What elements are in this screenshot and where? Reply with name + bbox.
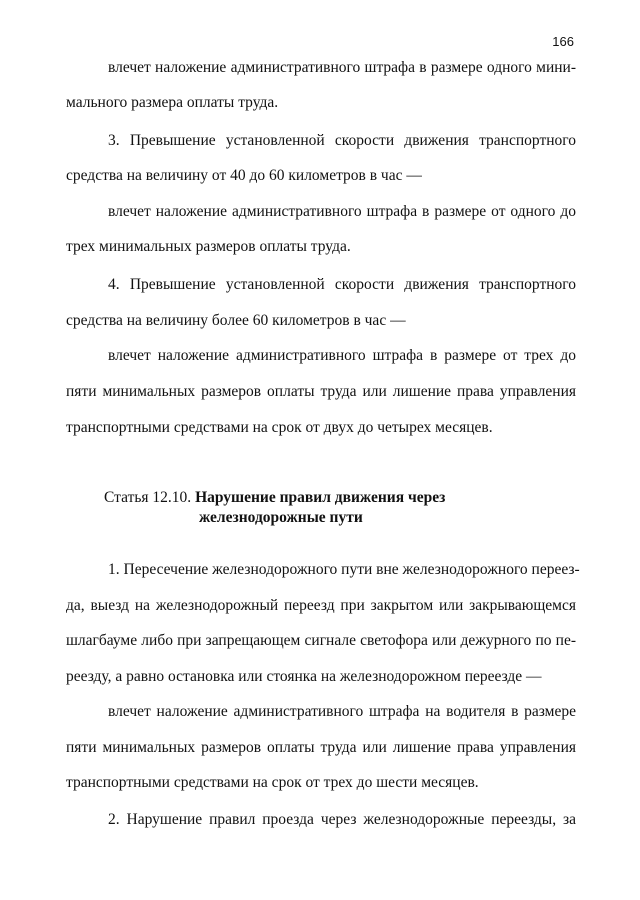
page-number: 166 [552, 34, 574, 49]
article-label: Статья 12.10. [104, 489, 192, 506]
text-line: трех минимальных размеров оплаты труда. [66, 238, 351, 255]
text-line: влечет наложение административного штрафа на водителя в размере [108, 703, 576, 720]
text-line: влечет наложение административного штрафа в размере одного мини- [108, 59, 576, 76]
text-line: влечет наложение административного штрафа в размере от одного до [108, 203, 576, 220]
text-line: влечет наложение административного штрафа в размере от трех до [108, 347, 576, 364]
article-heading-cont [199, 508, 363, 528]
text-line: 4. Превышение установленной скорости движения транспортного [108, 276, 576, 293]
text-line: средства на величину более 60 километров в час — [66, 312, 406, 329]
text-line: пяти минимальных размеров оплаты труда или лишение права управления [66, 383, 576, 400]
text-line: 1. Пересечение железнодорожного пути вне железнодорожного переез- [108, 561, 580, 578]
text-line: транспортными средствами на срок от двух до четырех месяцев. [66, 419, 493, 436]
article-heading [104, 488, 445, 508]
text-line: да, выезд на железнодорожный переезд при закрытом или закрывающемся [66, 597, 576, 614]
text-line: 2. Нарушение правил проезда через железнодорожные переезды, за [108, 811, 576, 828]
text-line: мального размера оплаты труда. [66, 94, 279, 111]
text-line: пяти минимальных размеров оплаты труда или лишение права управления [66, 739, 576, 756]
text-line: шлагбауме либо при запрещающем сигнале светофора или дежурного по пе- [66, 632, 576, 649]
text-line: средства на величину от 40 до 60 километров в час — [66, 167, 422, 184]
article-title-line1: Нарушение правил движения через [195, 489, 446, 506]
article-title-line2: железнодорожные пути [199, 509, 363, 526]
text-line: 3. Превышение установленной скорости движения транспортного [108, 132, 576, 149]
text-line: реезду, а равно остановка или стоянка на железнодорожном переезде — [66, 668, 542, 685]
text-line: транспортными средствами на срок от трех до шести месяцев. [66, 774, 479, 791]
